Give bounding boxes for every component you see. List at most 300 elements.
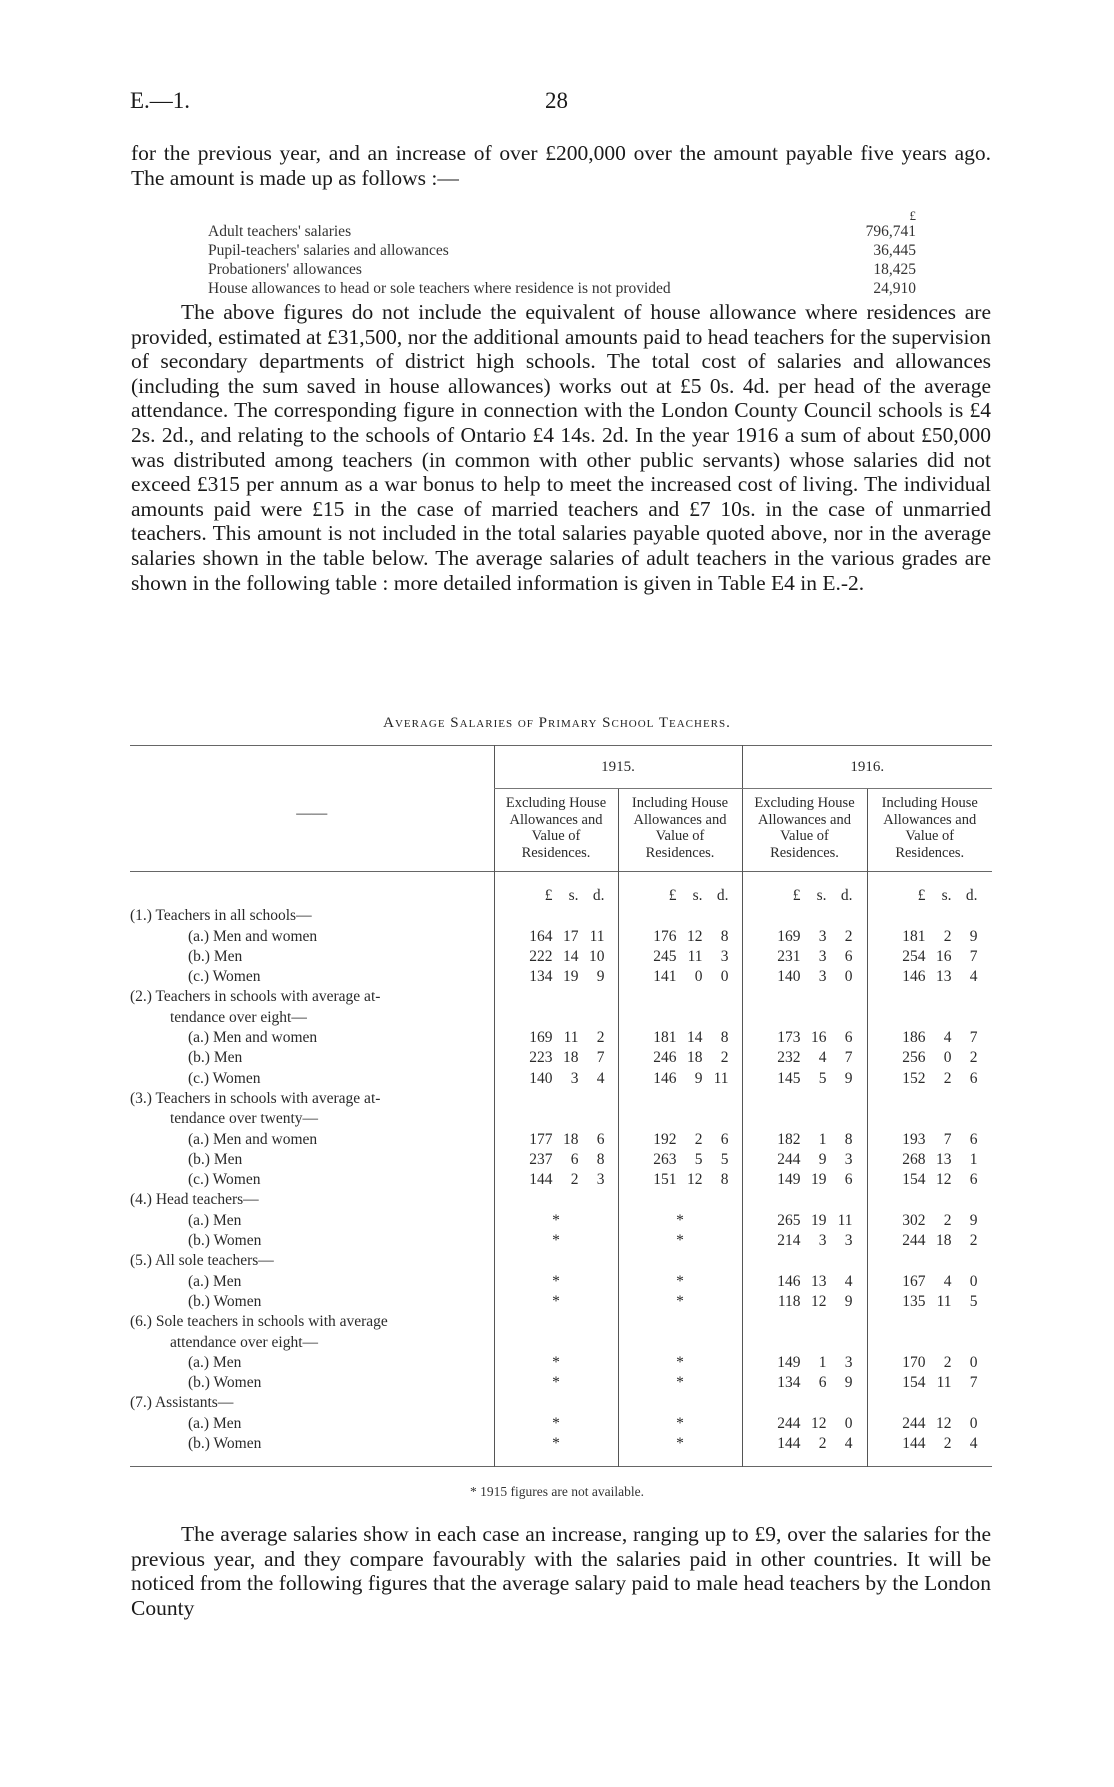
salary-pence: 2 (969, 1049, 978, 1067)
salary-summary-list (208, 210, 916, 298)
salary-shillings: 7 (943, 1130, 952, 1148)
salary-cell (494, 1150, 618, 1170)
salary-shillings: 2 (943, 1211, 952, 1229)
salary-shillings: 12 (811, 1414, 827, 1432)
row-label: (a.) Men (188, 1211, 242, 1229)
salary-pounds: 146 (777, 1272, 801, 1290)
salary-cell (494, 1130, 618, 1150)
salary-pounds: 135 (902, 1292, 926, 1310)
salary-cell (618, 967, 742, 987)
salary-cell (867, 1231, 992, 1251)
salary-pence: 7 (596, 1049, 605, 1067)
salary-cell (742, 1231, 867, 1251)
salary-pounds: 302 (902, 1211, 926, 1229)
salary-cell (494, 1028, 618, 1048)
salary-shillings: 4 (818, 1049, 827, 1067)
salary-pence: 8 (720, 1029, 729, 1047)
salary-pounds: 244 (777, 1414, 801, 1432)
summary-item-label: Probationers' allowances (208, 261, 362, 278)
row-label: (7.) Assistants— (130, 1394, 234, 1412)
salary-pence: 8 (720, 927, 729, 945)
summary-item-amount: 36,445 (873, 242, 916, 259)
salary-pence: 3 (720, 947, 729, 965)
unit-l: £ (544, 887, 553, 904)
salary-pence: 9 (596, 968, 605, 986)
salary-pence: 4 (844, 1272, 853, 1290)
unit-d: d. (592, 887, 605, 904)
unit-s: s. (568, 887, 579, 904)
salary-shillings: 2 (943, 1069, 952, 1087)
salary-table (130, 745, 992, 1467)
row-label: (4.) Head teachers— (130, 1191, 259, 1209)
salary-pounds: 192 (653, 1130, 677, 1148)
salary-pounds: 167 (902, 1272, 926, 1290)
not-available-mark: * (618, 1211, 742, 1231)
table-row (130, 1150, 992, 1170)
salary-pounds: 231 (777, 947, 801, 965)
salary-pounds: 154 (902, 1374, 926, 1392)
salary-shillings: 18 (563, 1049, 579, 1067)
salary-pence: 9 (969, 927, 978, 945)
salary-pence: 8 (720, 1171, 729, 1189)
salary-pounds: 244 (902, 1232, 926, 1250)
salary-pounds: 134 (777, 1374, 801, 1392)
salary-pounds: 182 (777, 1130, 801, 1148)
paragraph-closing: The average salaries show in each case an increase, ranging up to £9, over the salaries for the previous year, and they compare favourably with the salaries paid in other countries. It will be noticed from the following figures that the average salary paid to male head teachers by the London County (131, 1522, 991, 1620)
salary-pounds: 256 (902, 1049, 926, 1067)
table-row (130, 1333, 992, 1353)
salary-shillings: 11 (936, 1374, 952, 1392)
salary-shillings: 12 (811, 1292, 827, 1310)
salary-pounds: 146 (902, 968, 926, 986)
unit-l: £ (792, 887, 801, 904)
salary-pounds: 140 (777, 968, 801, 986)
row-label: (b.) Men (188, 947, 243, 965)
salary-shillings: 3 (570, 1069, 579, 1087)
salary-shillings: 9 (694, 1069, 703, 1087)
salary-pence: 4 (969, 1435, 978, 1453)
salary-shillings: 9 (818, 1150, 827, 1168)
salary-pence: 7 (969, 1029, 978, 1047)
salary-pounds: 169 (777, 927, 801, 945)
col-head-1916-incl: Including House Allowances and Value of Residences. (867, 789, 992, 872)
row-label: (6.) Sole teachers in schools with average (130, 1313, 388, 1331)
row-label: (b.) Women (188, 1374, 262, 1392)
salary-pence: 0 (969, 1414, 978, 1432)
salary-pence: 2 (844, 927, 853, 945)
table-row (130, 1373, 992, 1393)
salary-shillings: 16 (811, 1029, 827, 1047)
salary-cell (618, 1150, 742, 1170)
not-available-mark: * (494, 1414, 618, 1434)
unit-l: £ (917, 887, 926, 904)
table-row (130, 967, 992, 987)
table-footnote: * 1915 figures are not available. (470, 1484, 644, 1499)
salary-pounds: 177 (529, 1130, 553, 1148)
row-label: (a.) Men and women (188, 927, 318, 945)
salary-cell (742, 1353, 867, 1373)
salary-pounds: 265 (777, 1211, 801, 1229)
salary-pence: 9 (844, 1292, 853, 1310)
salary-shillings: 5 (694, 1150, 703, 1168)
salary-cell (742, 1048, 867, 1068)
salary-pounds: 181 (653, 1029, 677, 1047)
salary-pounds: 186 (902, 1029, 926, 1047)
salary-shillings: 6 (570, 1150, 579, 1168)
salary-shillings: 2 (570, 1171, 579, 1189)
not-available-mark: * (618, 1272, 742, 1292)
salary-shillings: 19 (811, 1171, 827, 1189)
salary-cell (867, 1170, 992, 1190)
salary-shillings: 1 (818, 1353, 827, 1371)
salary-shillings: 0 (943, 1049, 952, 1067)
table-row (130, 1190, 992, 1210)
salary-cell (867, 1211, 992, 1231)
not-available-mark: * (618, 1231, 742, 1251)
unit-s: s. (941, 887, 952, 904)
table-row (130, 1048, 992, 1068)
summary-item (208, 222, 916, 241)
salary-pence: 0 (844, 1414, 853, 1432)
salary-pounds: 141 (653, 968, 677, 986)
table-row (130, 947, 992, 967)
salary-pence: 8 (844, 1130, 853, 1148)
col-head-1915-incl: Including House Allowances and Value of Residences. (618, 789, 742, 872)
summary-item-label: House allowances to head or sole teachers where residence is not provided (208, 280, 671, 297)
row-label: (c.) Women (188, 968, 261, 986)
table-row (130, 1414, 992, 1434)
salary-shillings: 5 (818, 1069, 827, 1087)
salary-shillings: 3 (818, 927, 827, 945)
salary-shillings: 2 (818, 1435, 827, 1453)
table-title: Average Salaries of Primary School Teachers. (383, 715, 731, 731)
paragraph-intro: for the previous year, and an increase of over £200,000 over the amount payable five years ago. The amount is made up as follows :— (131, 141, 991, 190)
salary-pence: 3 (844, 1150, 853, 1168)
salary-pounds: 181 (902, 927, 926, 945)
salary-pence: 3 (844, 1232, 853, 1250)
salary-shillings: 14 (687, 1029, 703, 1047)
salary-shillings: 17 (563, 927, 579, 945)
salary-pence: 6 (720, 1130, 729, 1148)
salary-cell (618, 1130, 742, 1150)
salary-pence: 3 (844, 1353, 853, 1371)
row-label: (a.) Men and women (188, 1130, 318, 1148)
salary-cell (867, 1028, 992, 1048)
salary-pence: 2 (720, 1049, 729, 1067)
salary-cell (742, 1150, 867, 1170)
salary-pounds: 232 (777, 1049, 801, 1067)
salary-cell (867, 1130, 992, 1150)
not-available-mark: * (494, 1272, 618, 1292)
table-row (130, 1434, 992, 1467)
year-header-1915: 1915. (494, 746, 742, 789)
salary-cell (742, 1028, 867, 1048)
salary-pounds: 154 (902, 1171, 926, 1189)
salary-pounds: 149 (777, 1171, 801, 1189)
salary-cell (494, 1048, 618, 1068)
salary-pounds: 170 (902, 1353, 926, 1371)
salary-pence: 11 (589, 927, 605, 945)
table-row (130, 1272, 992, 1292)
salary-pence: 6 (969, 1069, 978, 1087)
salary-pence: 6 (844, 1029, 853, 1047)
salary-pounds: 245 (653, 947, 677, 965)
salary-cell (742, 1211, 867, 1231)
salary-shillings: 3 (818, 1232, 827, 1250)
salary-shillings: 12 (936, 1171, 952, 1189)
salary-shillings: 4 (943, 1272, 952, 1290)
table-row (130, 1028, 992, 1048)
salary-pence: 6 (844, 947, 853, 965)
page-number: 28 (545, 88, 568, 113)
salary-pounds: 118 (777, 1292, 801, 1310)
row-label: tendance over eight— (170, 1008, 307, 1026)
table-row (130, 906, 992, 926)
salary-pence: 1 (969, 1150, 978, 1168)
not-available-mark: * (618, 1353, 742, 1373)
salary-pence: 4 (596, 1069, 605, 1087)
table-row (130, 1069, 992, 1089)
salary-cell (742, 1170, 867, 1190)
table-row (130, 1251, 992, 1271)
salary-cell (867, 1048, 992, 1068)
row-label: attendance over eight— (170, 1333, 319, 1351)
table-row (130, 1211, 992, 1231)
salary-pounds: 146 (653, 1069, 677, 1087)
salary-pounds: 268 (902, 1150, 926, 1168)
unit-l: £ (668, 887, 677, 904)
salary-shillings: 0 (694, 968, 703, 986)
not-available-mark: * (494, 1211, 618, 1231)
salary-pence: 6 (844, 1171, 853, 1189)
salary-shillings: 3 (818, 968, 827, 986)
salary-pence: 9 (969, 1211, 978, 1229)
salary-shillings: 18 (563, 1130, 579, 1148)
unit-d: d. (716, 887, 729, 904)
salary-cell (867, 967, 992, 987)
salary-pounds: 134 (529, 968, 553, 986)
summary-currency-symbol: £ (909, 208, 916, 223)
row-label: (1.) Teachers in all schools— (130, 907, 312, 925)
salary-pence: 2 (969, 1232, 978, 1250)
salary-pence: 2 (596, 1029, 605, 1047)
salary-cell (618, 927, 742, 947)
paragraph-main: The above figures do not include the equivalent of house allowance where residences are provided, estimated at £31,500, nor the additional amounts paid to head teachers for the supervision of secondary departments of district high schools. The total cost of salaries and allowances (including the sum saved in house allowances) works out at £5 0s. 4d. per head of the average attendance. The corresponding figure in connection with the London County Council schools is £4 2s. 2d., and relating to the schools of Ontario £4 14s. 2d. In the year 1916 a sum of about £50,000 was distributed among teachers (in common with other public servants) whose salaries did not exceed £315 per annum as a war bonus to help to meet the increased cost of living. The individual amounts paid were £15 in the case of married teachers and £7 10s. in the case of unmarried teachers. This amount is not included in the total salaries payable quoted above, nor in the average salaries shown in the table below. The average salaries of adult teachers in the various grades are shown in the following table : more detailed information is given in Table E4 in E.-2. (131, 300, 991, 595)
salary-shillings: 12 (687, 1171, 703, 1189)
salary-cell (867, 947, 992, 967)
salary-shillings: 11 (687, 947, 703, 965)
table-row (130, 987, 992, 1007)
not-available-mark: * (494, 1434, 618, 1467)
salary-cell (742, 1130, 867, 1150)
row-label: (5.) All sole teachers— (130, 1252, 274, 1270)
not-available-mark: * (494, 1373, 618, 1393)
summary-item-label: Adult teachers' salaries (208, 223, 352, 240)
salary-shillings: 4 (943, 1029, 952, 1047)
salary-pence: 7 (969, 1374, 978, 1392)
salary-cell (867, 1373, 992, 1393)
row-label: tendance over twenty— (170, 1110, 319, 1128)
table-row (130, 927, 992, 947)
salary-cell (618, 1028, 742, 1048)
salary-shillings: 13 (936, 968, 952, 986)
col-head-1915-excl: Excluding House Allowances and Value of Residences. (494, 789, 618, 872)
salary-pounds: 223 (529, 1049, 553, 1067)
salary-shillings: 2 (943, 1435, 952, 1453)
salary-pence: 7 (969, 947, 978, 965)
salary-shillings: 1 (818, 1130, 827, 1148)
not-available-mark: * (618, 1414, 742, 1434)
row-label: (3.) Teachers in schools with average at- (130, 1089, 381, 1107)
summary-item-amount: 796,741 (865, 223, 916, 240)
salary-shillings: 11 (563, 1029, 579, 1047)
salary-cell (867, 927, 992, 947)
salary-pence: 6 (596, 1130, 605, 1148)
salary-cell (742, 1434, 867, 1467)
row-label: (c.) Women (188, 1069, 261, 1087)
salary-shillings: 12 (687, 927, 703, 945)
table-row (130, 1292, 992, 1312)
summary-item-amount: 24,910 (873, 280, 916, 297)
salary-pounds: 246 (653, 1049, 677, 1067)
salary-pence: 10 (589, 947, 605, 965)
salary-pounds: 237 (529, 1150, 553, 1168)
salary-shillings: 2 (694, 1130, 703, 1148)
salary-pounds: 222 (529, 947, 553, 965)
col-head-1916-excl: Excluding House Allowances and Value of Residences. (742, 789, 867, 872)
salary-cell (742, 1373, 867, 1393)
not-available-mark: * (494, 1353, 618, 1373)
salary-pence: 4 (969, 968, 978, 986)
salary-pounds: 149 (777, 1353, 801, 1371)
row-label: (c.) Women (188, 1171, 261, 1189)
table-row (130, 1089, 992, 1109)
salary-shillings: 6 (818, 1374, 827, 1392)
salary-cell (742, 947, 867, 967)
salary-shillings: 13 (936, 1150, 952, 1168)
summary-item (208, 279, 916, 298)
salary-pounds: 145 (777, 1069, 801, 1087)
salary-cell (867, 1272, 992, 1292)
salary-pence: 6 (969, 1130, 978, 1148)
row-label: (b.) Women (188, 1232, 262, 1250)
salary-pounds: 244 (777, 1150, 801, 1168)
salary-cell (618, 947, 742, 967)
salary-pounds: 144 (902, 1435, 926, 1453)
table-row (130, 1231, 992, 1251)
salary-shillings: 18 (687, 1049, 703, 1067)
salary-cell (867, 1434, 992, 1467)
row-label: (a.) Men and women (188, 1029, 318, 1047)
salary-shillings: 13 (811, 1272, 827, 1290)
salary-pounds: 263 (653, 1150, 677, 1168)
salary-cell (867, 1069, 992, 1089)
row-label: (b.) Men (188, 1049, 243, 1067)
salary-cell (742, 1069, 867, 1089)
salary-pence: 0 (720, 968, 729, 986)
salary-shillings: 19 (563, 968, 579, 986)
salary-cell (742, 927, 867, 947)
salary-cell (618, 1170, 742, 1190)
stub-header: —— (296, 804, 328, 822)
salary-pounds: 169 (529, 1029, 553, 1047)
table-row (130, 1353, 992, 1373)
salary-pence: 9 (844, 1374, 853, 1392)
salary-pounds: 144 (529, 1171, 553, 1189)
salary-cell (742, 967, 867, 987)
salary-pence: 7 (844, 1049, 853, 1067)
salary-shillings: 2 (943, 1353, 952, 1371)
salary-shillings: 14 (563, 947, 579, 965)
salary-cell (867, 1414, 992, 1434)
salary-shillings: 3 (818, 947, 827, 965)
salary-pence: 5 (720, 1150, 729, 1168)
year-header-1916: 1916. (742, 746, 992, 789)
salary-pounds: 193 (902, 1130, 926, 1148)
salary-pence: 8 (596, 1150, 605, 1168)
salary-shillings: 16 (936, 947, 952, 965)
summary-item (208, 260, 916, 279)
salary-cell (742, 1292, 867, 1312)
row-label: (2.) Teachers in schools with average at- (130, 988, 381, 1006)
salary-cell (494, 947, 618, 967)
not-available-mark: * (618, 1373, 742, 1393)
salary-pounds: 173 (777, 1029, 801, 1047)
row-label: (b.) Women (188, 1292, 262, 1310)
salary-pence: 0 (969, 1272, 978, 1290)
table-row (130, 1312, 992, 1332)
salary-cell (494, 1170, 618, 1190)
salary-cell (618, 1048, 742, 1068)
salary-cell (494, 967, 618, 987)
salary-pounds: 244 (902, 1414, 926, 1432)
salary-shillings: 2 (943, 927, 952, 945)
salary-pounds: 144 (777, 1435, 801, 1453)
unit-s: s. (692, 887, 703, 904)
row-label: (b.) Women (188, 1435, 262, 1453)
salary-pence: 3 (596, 1171, 605, 1189)
salary-cell (742, 1272, 867, 1292)
salary-cell (867, 1150, 992, 1170)
salary-pence: 11 (713, 1069, 729, 1087)
salary-cell (867, 1353, 992, 1373)
table-row (130, 1008, 992, 1028)
salary-cell (494, 1069, 618, 1089)
row-label: (a.) Men (188, 1353, 242, 1371)
document-code: E.—1. (130, 88, 191, 113)
unit-d: d. (840, 887, 853, 904)
salary-pence: 0 (969, 1353, 978, 1371)
salary-cell (618, 1069, 742, 1089)
row-label: (b.) Men (188, 1150, 243, 1168)
salary-shillings: 12 (936, 1414, 952, 1432)
row-label: (a.) Men (188, 1272, 242, 1290)
salary-shillings: 19 (811, 1211, 827, 1229)
salary-pence: 9 (844, 1069, 853, 1087)
not-available-mark: * (494, 1231, 618, 1251)
table-row (130, 1130, 992, 1150)
summary-item-amount: 18,425 (873, 261, 916, 278)
salary-pounds: 140 (529, 1069, 553, 1087)
salary-cell (494, 927, 618, 947)
summary-item-label: Pupil-teachers' salaries and allowances (208, 242, 449, 259)
salary-pence: 6 (969, 1171, 978, 1189)
salary-cell (742, 1414, 867, 1434)
salary-pence: 4 (844, 1435, 853, 1453)
salary-shillings: 11 (936, 1292, 952, 1310)
not-available-mark: * (618, 1434, 742, 1467)
salary-shillings: 18 (936, 1232, 952, 1250)
